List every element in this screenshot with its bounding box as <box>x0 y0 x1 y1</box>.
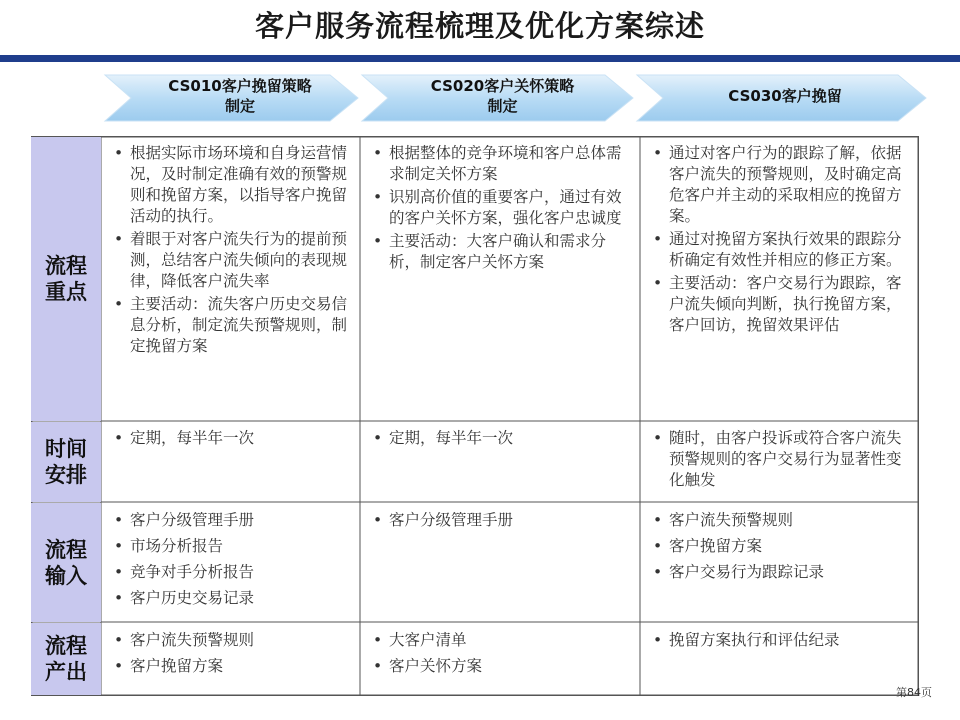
list-item: • 客户流失预警规则 <box>651 510 907 531</box>
list-item: • 客户分级管理手册 <box>371 510 631 531</box>
row-header-schedule: 时间 安排 <box>31 422 101 502</box>
list-item: • 客户挽留方案 <box>112 656 352 677</box>
cell-schedule-cs010 <box>104 424 360 452</box>
cell-output-cs020 <box>363 626 639 682</box>
list-item: • 随时，由客户投诉或符合客户流失预警规则的客户交易行为显著性变化触发 <box>651 428 907 491</box>
title-divider <box>0 55 960 62</box>
stage-label-3: CS030客户挽留 <box>728 87 842 105</box>
cell-input-cs020 <box>363 506 639 536</box>
stage-label-1: CS010客户挽留策略 制定 <box>168 77 312 115</box>
cell-focus-cs010 <box>104 139 360 359</box>
list-item: • 竞争对手分析报告 <box>112 562 352 583</box>
page-title: 客户服务流程梳理及优化方案综述 <box>254 9 705 43</box>
row-header-output: 流程 产出 <box>31 623 101 695</box>
row-header-focus: 流程 重点 <box>31 137 101 421</box>
list-item: • 市场分析报告 <box>112 536 352 557</box>
cell-schedule-cs030 <box>643 424 915 494</box>
list-item: • 客户分级管理手册 <box>112 510 352 531</box>
list-item: • 定期，每半年一次 <box>112 428 352 449</box>
list-item: • 根据整体的竞争环境和客户总体需求制定关怀方案 <box>371 143 631 185</box>
cell-input-cs010 <box>104 506 360 614</box>
list-item: • 通过对客户行为的跟踪了解，依据客户流失的预警规则，及时确定高危客户并主动的采取相应的挽留方案。 <box>651 143 907 227</box>
list-item: • 着眼于对客户流失行为的提前预测，总结客户流失倾向的表现规律，降低客户流失率 <box>112 229 352 292</box>
cell-schedule-cs020 <box>363 424 639 452</box>
list-item: • 大客户清单 <box>371 630 631 651</box>
list-item: • 主要活动：客户交易行为跟踪，客户流失倾向判断，执行挽留方案，客户回访，挽留效果评估 <box>651 273 907 336</box>
list-item: • 识别高价值的重要客户，通过有效的客户关怀方案，强化客户忠诚度 <box>371 187 631 229</box>
cell-output-cs010 <box>104 626 360 682</box>
list-item: • 挽留方案执行和评估纪录 <box>651 630 907 651</box>
cell-focus-cs020 <box>363 139 639 275</box>
list-item: • 客户挽留方案 <box>651 536 907 557</box>
list-item: • 根据实际市场环境和自身运营情况，及时制定准确有效的预警规则和挽留方案，以指导客户挽留活动的执行。 <box>112 143 352 227</box>
list-item: • 通过对挽留方案执行效果的跟踪分析确定有效性并相应的修正方案。 <box>651 229 907 271</box>
cell-output-cs030 <box>643 626 915 656</box>
cell-focus-cs030 <box>643 139 915 338</box>
list-item: • 客户历史交易记录 <box>112 588 352 609</box>
list-item: • 定期，每半年一次 <box>371 428 631 449</box>
list-item: • 主要活动：流失客户历史交易信息分析，制定流失预警规则，制定挽留方案 <box>112 294 352 357</box>
list-item: • 客户关怀方案 <box>371 656 631 677</box>
cell-input-cs030 <box>643 506 915 588</box>
page-number: 第84页 <box>896 686 932 699</box>
list-item: • 主要活动：大客户确认和需求分析，制定客户关怀方案 <box>371 231 631 273</box>
row-header-input: 流程 输入 <box>31 503 101 622</box>
stage-label-2: CS020客户关怀策略 制定 <box>430 77 575 115</box>
list-item: • 客户流失预警规则 <box>112 630 352 651</box>
list-item: • 客户交易行为跟踪记录 <box>651 562 907 583</box>
